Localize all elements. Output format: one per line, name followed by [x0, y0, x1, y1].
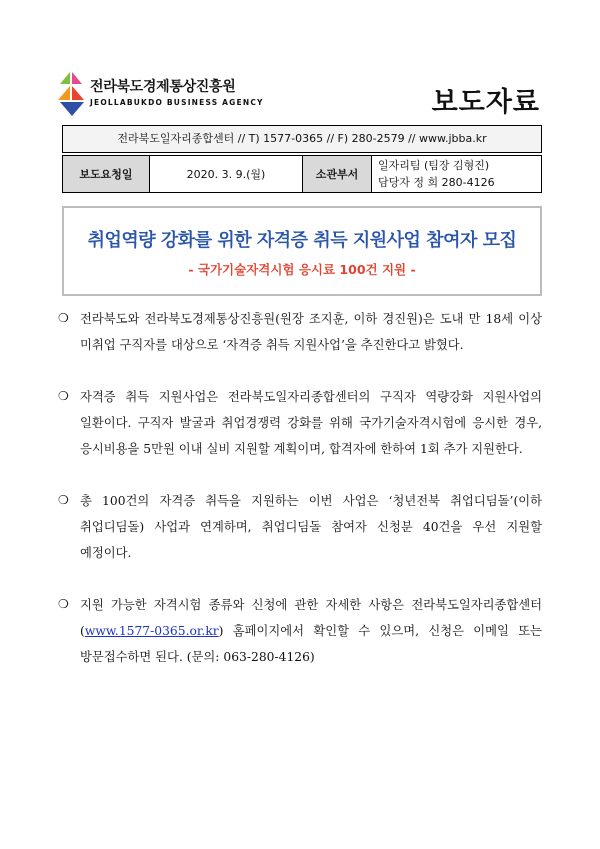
headline-subtitle: - 국가기술자격시험 응시료 100건 지원 -	[188, 262, 416, 277]
agency-logo	[56, 70, 296, 120]
paragraph-text	[80, 592, 542, 670]
org-name-kr: 전라북도경제통상진흥원	[90, 79, 236, 95]
paragraph-text-start: 지원 가능한 자격시험 종류와 신청에 관한 자세한 사항은 전라북도일자리종합센터(	[80, 598, 542, 638]
request-date-value: 2020. 3. 9.(월)	[150, 156, 303, 193]
paragraph	[58, 592, 542, 670]
department-contact: 담당자 정 희 280-4126	[378, 176, 495, 189]
paragraph-text: 전라북도와 전라북도경제통상진흥원(원장 조지훈, 이하 경진원)은 도내 만 18세 이상 미취업 구직자를 대상으로 ‘자격증 취득 지원사업’을 추진한다고 밝혔다.	[80, 312, 542, 352]
headline-box	[62, 206, 542, 296]
agency-logo-icon	[56, 70, 88, 118]
document-type-title: 보도자료	[431, 87, 540, 118]
article-body	[58, 306, 542, 696]
press-meta-table	[62, 155, 542, 193]
bullet-icon: ❍	[58, 311, 69, 325]
request-date-label: 보도요청일	[63, 156, 150, 193]
contact-info-bar: 전라북도일자리종합센터 // T) 1577-0365 // F) 280-2579 // www.jbba.kr	[62, 125, 542, 153]
paragraph-text: 자격증 취득 지원사업은 전라북도일자리종합센터의 구직자 역량강화 지원사업의 일환이다. 구직자 발굴과 취업경쟁력 강화를 위해 국가기술자격시험에 응시한 경우, 응시비용을 5만원 이내 실비 지원할 계획이며, 합격자에 한하여 1회 추가 지원한다.	[80, 390, 542, 456]
paragraph	[58, 488, 542, 566]
center-website-link[interactable]: www.1577-0365.or.kr	[84, 624, 219, 638]
bullet-icon: ❍	[58, 493, 69, 507]
paragraph	[58, 306, 542, 358]
bullet-icon: ❍	[58, 389, 69, 403]
department-label: 소관부서	[303, 156, 372, 193]
department-value	[372, 156, 542, 193]
org-name-en: JEOLLABUKDO BUSINESS AGENCY	[90, 98, 264, 107]
paragraph-text-end: ) 홈페이지에서 확인할 수 있으며, 신청은 이메일 또는 방문접수하면 된다. (문의: 063-280-4126)	[80, 624, 542, 664]
department-team: 일자리팀 (팀장 김형진)	[378, 159, 490, 172]
bullet-icon: ❍	[58, 597, 69, 611]
headline-title: 취업역량 강화를 위한 자격증 취득 지원사업 참여자 모집	[87, 230, 517, 251]
paragraph	[58, 384, 542, 462]
paragraph-text: 총 100건의 자격증 취득을 지원하는 이번 사업은 ‘청년전북 취업디딤돌’(이하 취업디딤돌) 사업과 연계하며, 취업디딤돌 참여자 신청분 40건을 우선 지원할 예정이다.	[80, 494, 542, 560]
